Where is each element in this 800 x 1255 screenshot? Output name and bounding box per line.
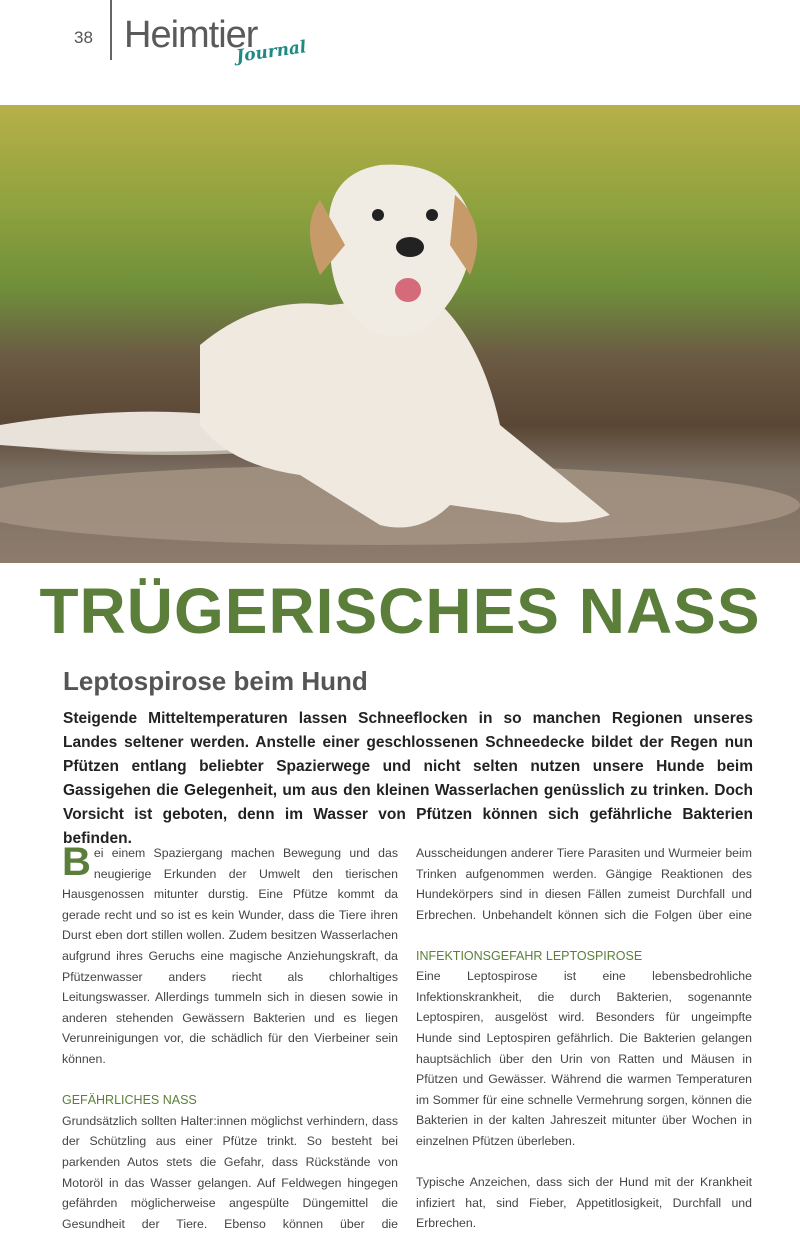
text-column-left — [62, 840, 398, 1234]
paragraph-text: Ausscheidungen anderer Tiere Parasiten und Wurmeier beim Trinken aufgenommen werden. Gängige Reaktionen des Hundekörpers sind in diesen Fällen zumeist Durchfall und Erbrechen. Unbehandelt können sich die Folgen über eine — [416, 845, 752, 922]
article-intro: Steigende Mitteltemperaturen lassen Schneeflocken in so manchen Regionen unseres Landes seltener werden. Anstelle einer geschlossenen Schneedecke bildet der Regen nun Pfützen entlang beliebter Spazierwege und nicht selten nutzen unsere Hunde beim Gassigehen die Gelegenheit, um aus den kleinen Wasserlachen genüsslich zu trinken. Doch Vorsicht ist geboten, denn im Wasser von Pfützen können sich gefährliche Bakterien befinden. — [63, 710, 753, 847]
drop-cap: B — [62, 840, 91, 884]
article-subtitle: Leptospirose beim Hund — [63, 666, 368, 696]
section-heading: INFEKTIONSGEFAHR LEPTOSPIROSE — [416, 948, 643, 963]
header-divider — [110, 0, 112, 60]
magazine-logo-sub: Journal — [234, 37, 308, 67]
dog-in-puddle-photo — [0, 105, 800, 563]
page-number: 38 — [74, 28, 93, 47]
paragraph — [62, 840, 398, 1070]
paragraph-text: ei einem Spaziergang machen Bewegung und das neugierige Erkunden der Umwelt den tierischen Hausgenossen mitunter durstig. Eine Pfütze kommt da gerade recht und so ist es kein Wunder, dass die Tiere ihren Durst eben dort stillen wollen. Zudem besitzen Wasserlachen aufgrund ihres Geruchs eine magische Anziehungskraft, da Pfützenwasser anders riecht als chlorhaltiges Leitungswasser. Allerdings tummeln sich in diesen sowie in anderen stehenden Gewässern Bakterien und es liegen Verunreinigungen vor, die schädlich für den Vierbeiner sein können. — [62, 846, 398, 1066]
paragraph: Typische Anzeichen, dass sich der Hund mit der Krankheit infiziert hat, sind Fieber, Appetitlosigkeit, Durchfall und Erbrechen. — [416, 1175, 752, 1231]
paragraph: Grundsätzlich sollten Halter:innen möglichst verhindern, dass der Schützling aus einer Pfütze trinkt. So besteht bei parkenden Autos stets die Gefahr, dass Rückstände von Motoröl in das Wasser gelangen. Auf Feldwegen hingegen gefährden möglicherweise angespülte Düngemittel die Gesundheit der Tiere. Ebenso können über die — [62, 1113, 398, 1231]
text-column-right — [416, 843, 752, 1255]
paragraph: Eine Leptospirose ist eine lebensbedrohliche Infektionskrankheit, die durch Bakterien, sogenannte Leptospiren, ausgelöst wird. Besonders für ungeimpfte Hunde sind Leptospiren gefährlich. Die Bakterien gelangen hauptsächlich über den Urin von Ratten und Mäusen in Pfützen und Gewässer. Während die warmen Temperaturen im Sommer für eine schnelle Vermehrung sorgen, können die Bakterien in der kalten Jahreszeit mitunter über Wochen in einzelnen Pfützen überleben. — [416, 969, 752, 1148]
article-title: TRÜGERISCHES NASS — [39, 575, 761, 647]
paragraph-continued — [416, 843, 752, 925]
section-heading: GEFÄHRLICHES NASS — [62, 1093, 197, 1108]
magazine-logo: Heimtier — [124, 14, 258, 56]
